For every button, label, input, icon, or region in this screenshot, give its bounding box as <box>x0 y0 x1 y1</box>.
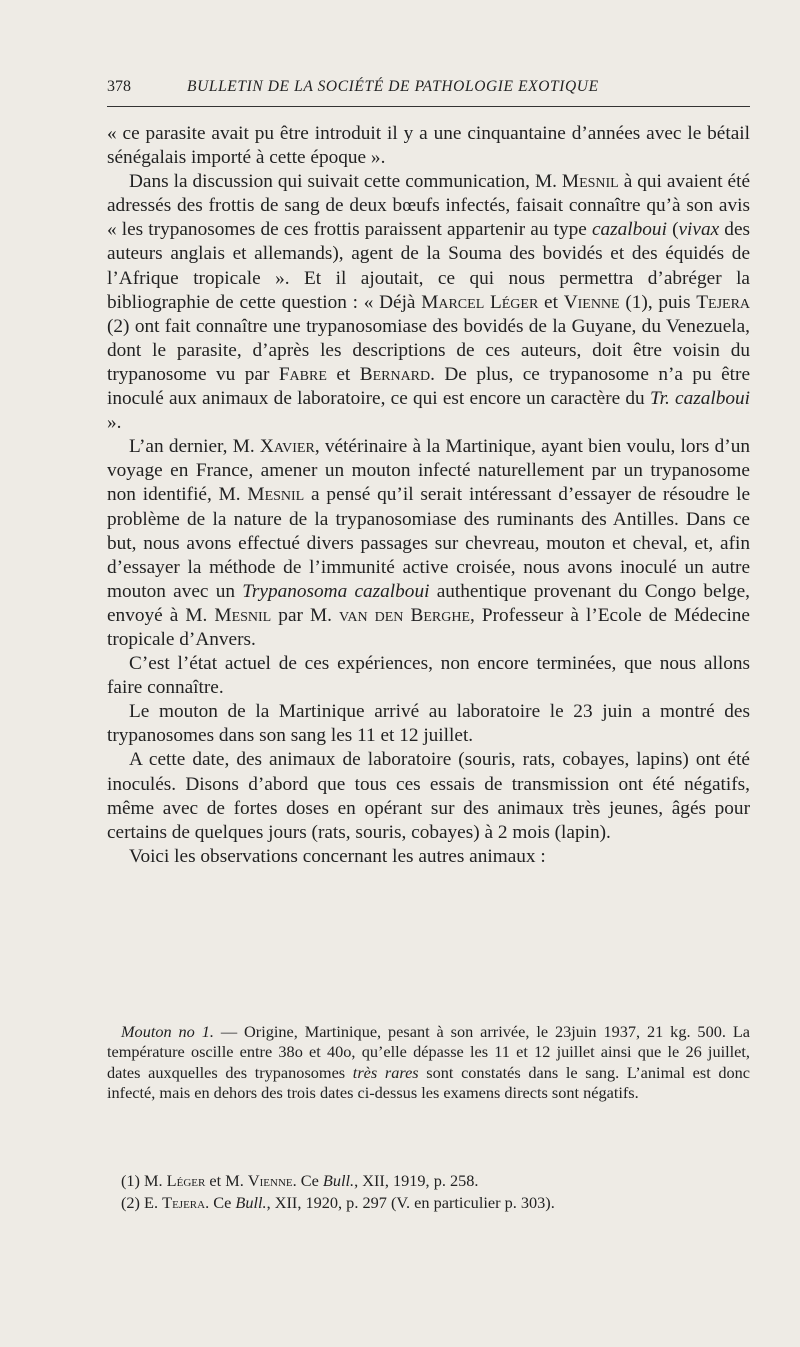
text-run: , XII, 1920, p. 297 (V. en particulier p. 303). <box>266 1193 555 1212</box>
journal-abbrev: Bull. <box>235 1193 267 1212</box>
author-name: Tejera <box>162 1193 206 1212</box>
species-name: vivax <box>678 219 720 241</box>
text-run: . Ce <box>205 1193 236 1212</box>
running-title: BULLETIN DE LA SOCIÉTÉ DE PATHOLOGIE EXOTIQUE <box>187 78 599 95</box>
text-run: Dans la discussion qui suivait cette communication, M. <box>129 171 562 193</box>
author-name: Vienne <box>247 1171 293 1190</box>
text-run: des auteurs anglais et allemands), agent de la Souma des bovidés et des équidés de l’Afrique tropicale ». Et il ajoutait, ce qui nous permettra d’abréger la bibliographie de cette question : « Déjà <box>107 219 751 313</box>
text-run: (1), puis <box>619 291 697 313</box>
text-run: sont constatés dans le sang. L’animal est donc infecté, mais en dehors des trois dates ci-dessus les examens directs sont négatifs. <box>107 1062 751 1103</box>
text-run: et M. <box>205 1171 248 1190</box>
text-run: a pensé qu’il serait intéressant d’essayer de résoudre le problème de la nature de la trypanosomiase des ruminants des Antilles. Dans ce but, nous avons effectué divers passages sur chevreau, mouton et cheval, et, afin d’essayer la méthode de l’immunité active croisée, nous avons inoculé un autre mouton avec un <box>107 484 750 602</box>
text-run: , vétérinaire à la Martinique, ayant bien voulu, lors d’un voyage en France, amener un mouton infecté naturellement par un trypanosome non identifié, M. <box>107 436 750 506</box>
text-run: (2) ont fait connaître une trypanosomiase des bovidés de la Guyane, du Venezuela, dont le parasite, d’après les descriptions de ces auteurs, doit être voisin du trypanosome vu par <box>107 315 750 385</box>
species-name: Tr. cazalboui <box>649 388 750 410</box>
text-run: — Origine, Martinique, pesant à son arrivée, le 23juin 1937, 21 kg. 500. La température oscille entre 38o et 40o, qu’elle dépasse les 11 et 12 juillet ainsi que le 26 juillet, dates auxquelles des trypanosomes <box>107 1022 750 1082</box>
body-text <box>107 122 750 869</box>
author-name: Mesnil <box>214 604 272 626</box>
text-run: et <box>538 291 564 313</box>
author-name: Mesnil <box>561 171 619 193</box>
text-run: (1) M. <box>121 1171 167 1190</box>
text-run: (2) E. <box>121 1193 163 1212</box>
text-run: et <box>326 363 360 385</box>
author-name: Xavier <box>259 436 315 458</box>
paragraph-4: C’est l’état actuel de ces expériences, non encore terminées, que nous allons faire connaître. <box>107 653 750 699</box>
footnote-2 <box>107 1192 750 1214</box>
text-run: L’an dernier, M. <box>129 436 260 458</box>
text-run: , XII, 1919, p. 258. <box>354 1171 479 1190</box>
text-run: ». <box>107 412 122 434</box>
paragraph-3 <box>107 435 750 652</box>
author-name: Fabre <box>278 363 327 385</box>
emphasis: très rares <box>352 1062 419 1082</box>
journal-abbrev: Bull. <box>322 1171 355 1190</box>
text-run: . Ce <box>292 1171 323 1190</box>
paragraph-5: Le mouton de la Martinique arrivé au laboratoire le 23 juin a montré des trypanosomes dans son sang les 11 et 12 juillet. <box>107 701 750 747</box>
author-name: van den Berghe <box>339 604 470 626</box>
observation-paragraph <box>107 1022 750 1104</box>
page-header <box>107 76 750 106</box>
text-run: par M. <box>271 604 340 626</box>
text-run: à qui avaient été adressés des frottis de sang de deux bœufs infectés, faisait connaître qu’à son avis « les trypanosomes de ces frottis paraissent appartenir au type <box>107 171 750 241</box>
observation-block <box>107 1022 750 1104</box>
author-name: Tejera <box>696 291 751 313</box>
author-name: Mesnil <box>247 484 305 506</box>
text-run: ( <box>666 219 679 241</box>
page-number: 378 <box>107 78 131 95</box>
footnote-1 <box>107 1170 750 1192</box>
footnotes <box>107 1170 750 1214</box>
text-run: , Professeur à l’Ecole de Médecine tropicale d’Anvers. <box>107 604 750 650</box>
paragraph-6: A cette date, des animaux de laboratoire (souris, rats, cobayes, lapins) ont été inoculés. Disons d’abord que tous ces essais de transmission ont été négatifs, même avec de fortes doses en opérant sur des animaux très jeunes, âgés pour certains de quelques jours (rats, souris, cobayes) à 2 mois (lapin). <box>107 749 750 843</box>
author-name: Vienne <box>563 291 620 313</box>
author-name: Marcel Léger <box>421 291 539 313</box>
text-run: authentique provenant du Congo belge, envoyé à M. <box>107 580 750 626</box>
observation-title: Mouton no 1. <box>121 1022 214 1041</box>
author-name: Bernard <box>359 363 431 385</box>
author-name: Léger <box>166 1171 206 1190</box>
species-name: cazalboui <box>591 219 667 241</box>
paragraph-7: Voici les observations concernant les autres animaux : <box>129 845 546 867</box>
paragraph-2 <box>107 170 750 435</box>
header-rule <box>107 106 750 107</box>
text-run: . De plus, ce trypanosome n’a pu être inoculé aux animaux de laboratoire, ce qui est encore un caractère du <box>107 363 750 410</box>
paragraph-1: « ce parasite avait pu être introduit il y a une cinquantaine d’années avec le bétail sénégalais importé à cette époque ». <box>107 123 750 169</box>
species-name: Trypanosoma cazalboui <box>242 580 430 602</box>
